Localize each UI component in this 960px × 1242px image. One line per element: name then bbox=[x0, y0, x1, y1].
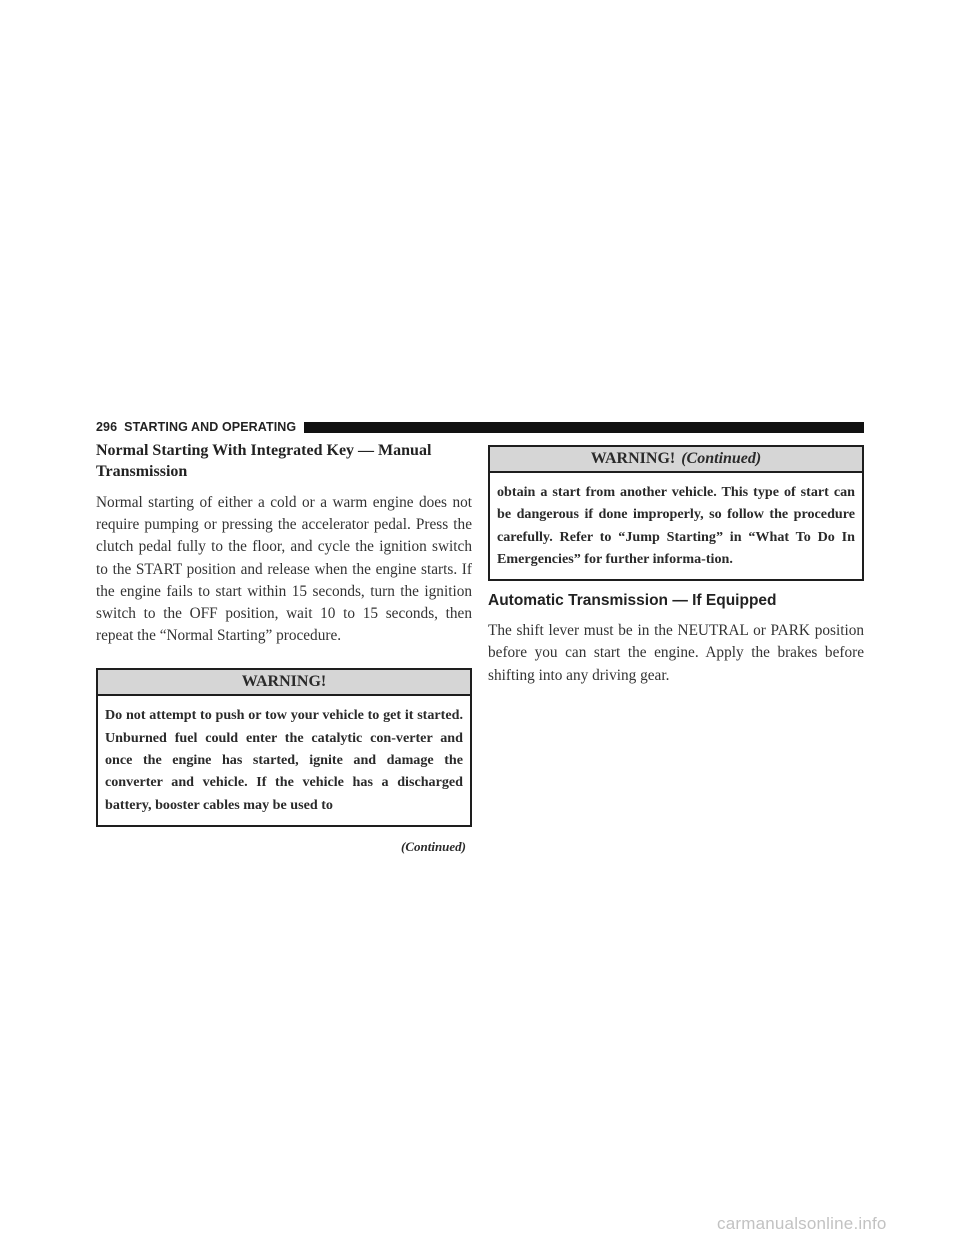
continued-note: (Continued) bbox=[400, 838, 466, 854]
watermark-text: carmanualsonline.info bbox=[717, 1214, 887, 1233]
section-heading-manual: Normal Starting With Integrated Key — Manual Transmission bbox=[96, 442, 432, 480]
body-paragraph-manual: Normal starting of either a cold or a warm engine does not require pumping or pressing the accelerator pedal. Press the clutch pedal fully to the floor, and cycle the ignition switch to the START position and release when the engine starts. If the engine fails to start within 15 seconds, turn the ignition switch to the OFF position, wait 10 to 15 seconds, then repeat the “Normal Starting” procedure. bbox=[96, 494, 472, 645]
warning-title: WARNING! bbox=[590, 450, 676, 467]
warning-text: obtain a start from another vehicle. This type of start can be dangerous if done improperly, so follow the procedure carefully. Refer to “Jump Starting” in “What To Do In Emergencies” for further informa-tion. bbox=[497, 484, 855, 567]
warning-continued-label: (Continued) bbox=[681, 450, 762, 467]
warning-header bbox=[98, 670, 470, 696]
warning-box bbox=[96, 668, 472, 826]
section-heading-automatic: Automatic Transmission — If Equipped bbox=[488, 592, 777, 610]
right-column bbox=[488, 440, 864, 687]
page-number: 296 bbox=[96, 420, 118, 434]
warning-box-continued bbox=[488, 445, 864, 581]
section-title: STARTING AND OPERATING bbox=[124, 420, 297, 434]
warning-text: Do not attempt to push or tow your vehicle to get it started. Unburned fuel could enter the catalytic con-verter and once the engine has started, ignite and damage the converter and vehicle. If the vehicle has a discharged battery, booster cables may be used to bbox=[105, 707, 463, 813]
left-column bbox=[96, 440, 472, 855]
header-rule bbox=[304, 422, 864, 433]
page-header bbox=[96, 418, 864, 436]
warning-header bbox=[490, 447, 862, 473]
body-paragraph-automatic: The shift lever must be in the NEUTRAL or PARK position before you can start the engine. Apply the brakes before shifting into any driving gear. bbox=[488, 622, 864, 684]
warning-title: WARNING! bbox=[241, 673, 327, 691]
